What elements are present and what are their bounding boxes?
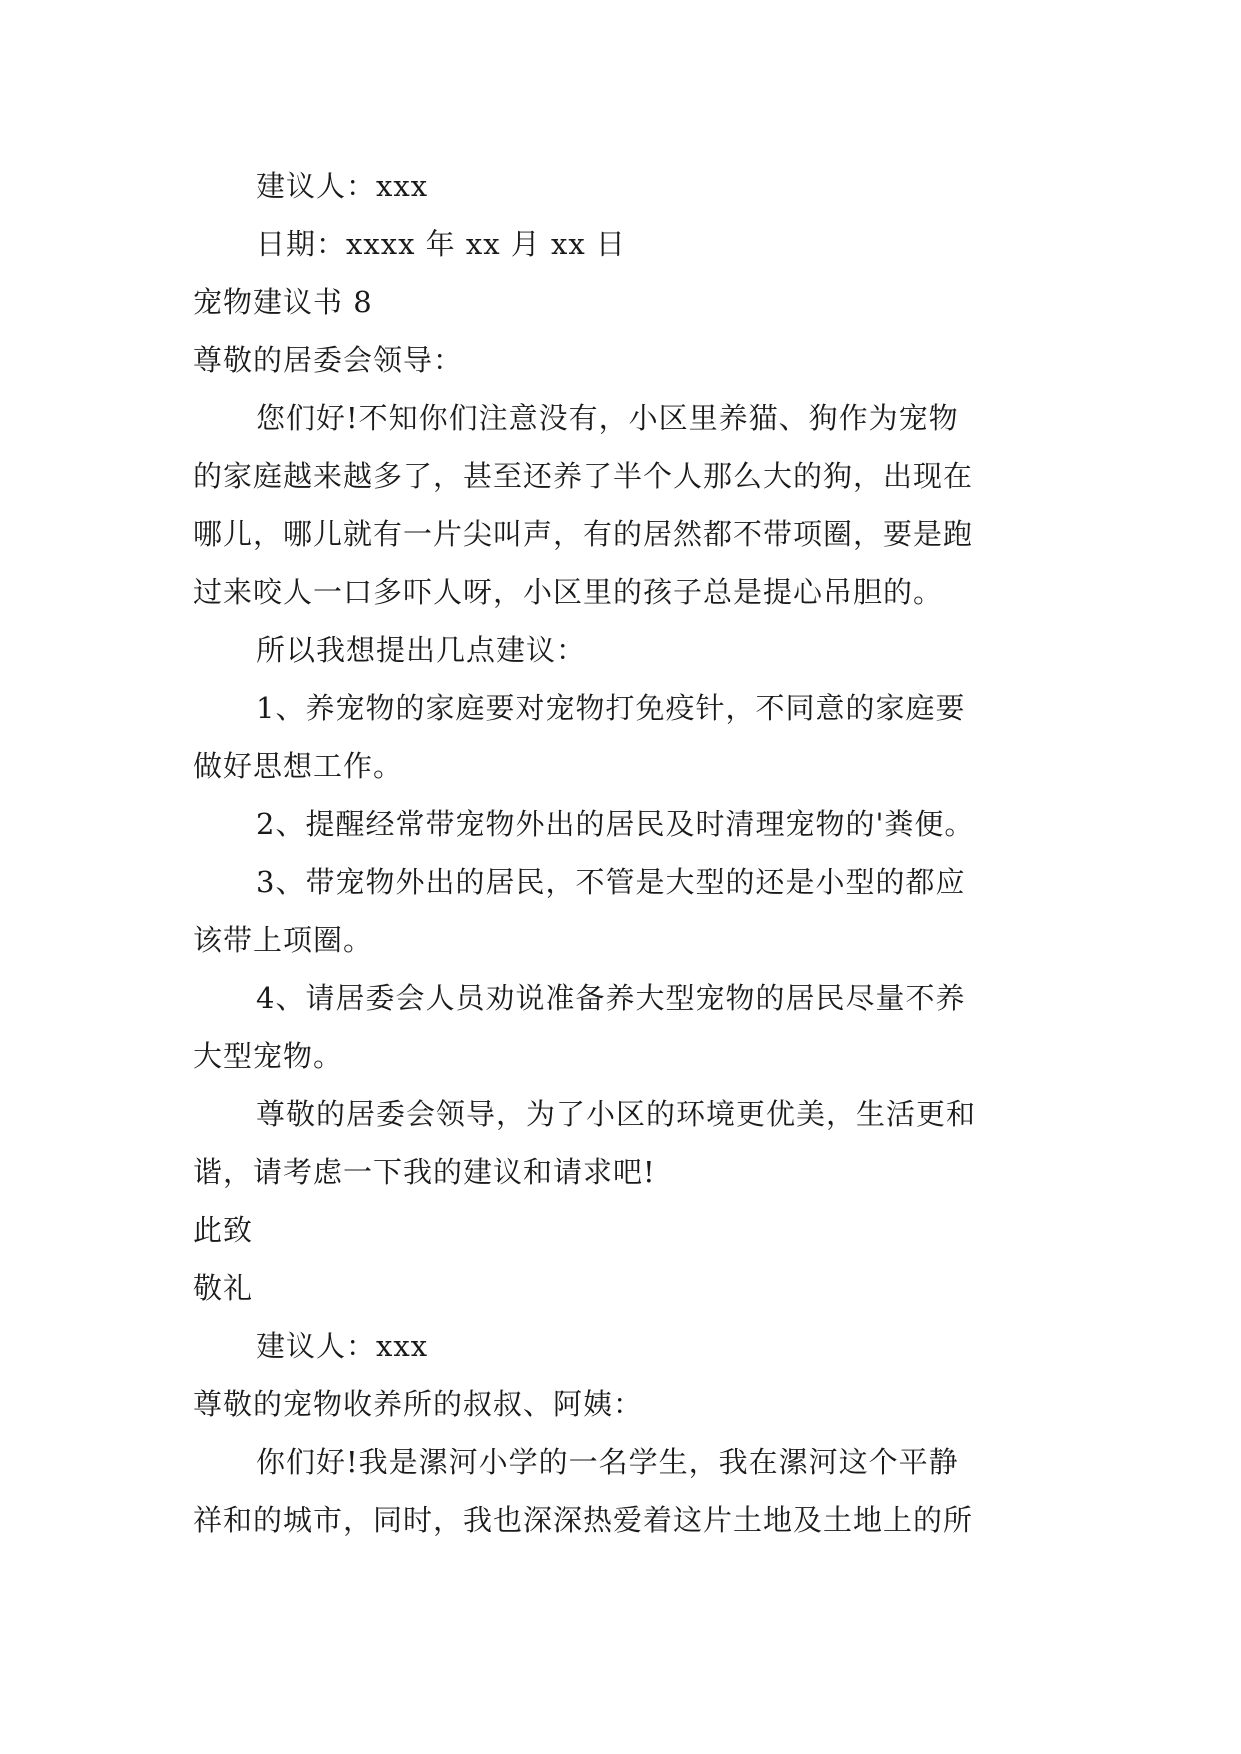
suggestion-item-1-cont: 做好思想工作。 xyxy=(193,749,404,783)
suggestion-item-4-cont: 大型宠物。 xyxy=(193,1039,344,1073)
paragraph-line: 过来咬人一口多吓人呀，小区里的孩子总是提心吊胆的。 xyxy=(193,575,944,609)
suggestion-item-2: 2、提醒经常带宠物外出的居民及时清理宠物的'粪便。 xyxy=(256,807,975,841)
closing-line: 此致 xyxy=(193,1213,254,1247)
section-title: 宠物建议书 8 xyxy=(193,285,373,319)
closing-regards: 敬礼 xyxy=(193,1271,254,1305)
suggestion-item-4: 4、请居委会人员劝说准备养大型宠物的居民尽量不养 xyxy=(256,981,966,1015)
suggestion-item-3: 3、带宠物外出的居民，不管是大型的还是小型的都应 xyxy=(256,865,966,899)
paragraph-line: 的家庭越来越多了，甚至还养了半个人那么大的狗，出现在 xyxy=(193,459,974,493)
date-line: 日期：xxxx 年 xx 月 xx 日 xyxy=(256,227,626,261)
suggestion-item-1: 1、养宠物的家庭要对宠物打免疫针，不同意的家庭要 xyxy=(256,691,966,725)
signature-line: 建议人：xxx xyxy=(256,1329,429,1363)
paragraph-line: 所以我想提出几点建议： xyxy=(256,633,587,667)
signature-line: 建议人：xxx xyxy=(256,169,429,203)
paragraph-line: 您们好!不知你们注意没有，小区里养猫、狗作为宠物 xyxy=(256,401,959,435)
salutation: 尊敬的居委会领导： xyxy=(193,343,464,377)
salutation: 尊敬的宠物收养所的叔叔、阿姨： xyxy=(193,1387,644,1421)
paragraph-line: 哪儿，哪儿就有一片尖叫声，有的居然都不带项圈，要是跑 xyxy=(193,517,974,551)
paragraph-line: 尊敬的居委会领导，为了小区的环境更优美，生活更和 xyxy=(256,1097,977,1131)
suggestion-item-3-cont: 该带上项圈。 xyxy=(193,923,374,957)
paragraph-line: 谐，请考虑一下我的建议和请求吧! xyxy=(193,1155,656,1189)
paragraph-line: 你们好!我是漯河小学的一名学生，我在漯河这个平静 xyxy=(256,1445,959,1479)
paragraph-line: 祥和的城市，同时，我也深深热爱着这片土地及土地上的所 xyxy=(193,1503,974,1537)
